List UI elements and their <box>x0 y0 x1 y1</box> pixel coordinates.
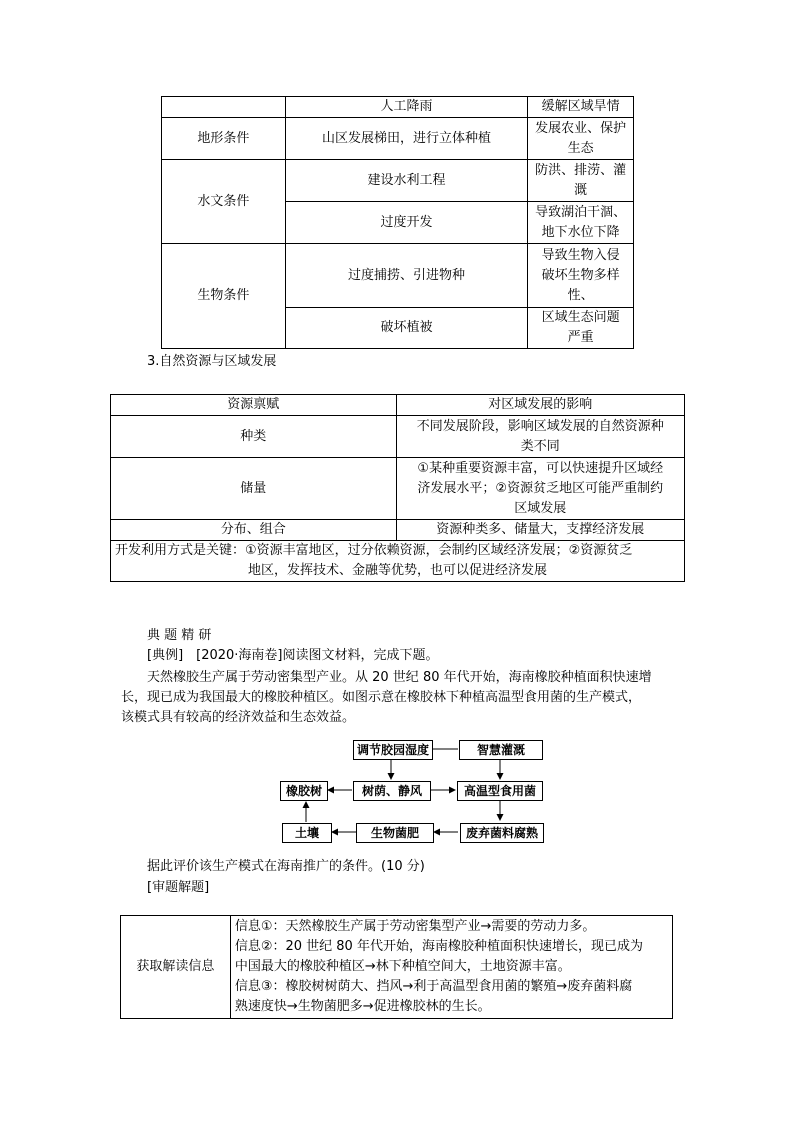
table-cell <box>528 244 634 308</box>
example-paragraph-line: 该模式具有较高的经济效益和生态效益。 <box>121 710 356 725</box>
category-cell: 地形条件 <box>162 118 286 160</box>
cell-line: 区域生态问题 <box>541 310 620 325</box>
table-footer-cell <box>111 541 685 582</box>
analysis-table <box>120 915 673 1019</box>
table-cell: 分布、组合 <box>111 520 397 541</box>
cell-line: 防洪、排涝、灌 <box>535 162 627 178</box>
cell-line: 严重 <box>567 330 594 345</box>
table-cell: 建设水利工程 <box>285 160 527 202</box>
diagram-node-irrigation: 智慧灌溉 <box>459 740 543 760</box>
table-header-cell: 人工降雨 <box>285 97 527 118</box>
table-cell <box>396 416 685 458</box>
comparison-table <box>161 96 634 349</box>
table-cell: 种类 <box>111 416 397 458</box>
section-title: 3.自然资源与区域发展 <box>147 354 277 369</box>
table-row <box>111 416 685 458</box>
table-row <box>111 395 685 416</box>
info-line: 信息①：天然橡胶生产属于劳动密集型产业→需要的劳动力多。 <box>234 919 596 934</box>
table-row <box>121 916 673 1019</box>
diagram-node-rubber-tree: 橡胶树 <box>280 781 328 801</box>
table-cell: 破坏植被 <box>285 308 527 349</box>
cell-line: 地区，发挥技术、金融等优势，也可以促进经济发展 <box>247 563 547 578</box>
table-row <box>111 520 685 541</box>
table-row <box>162 244 634 308</box>
cell-line: 类不同 <box>520 438 560 454</box>
cell-line: 济发展水平；②资源贫乏地区可能严重制约 <box>417 480 664 496</box>
table-cell <box>528 308 634 349</box>
info-line: 信息③：橡胶树树荫大、挡风→利于高温型食用菌的繁殖→废弃菌料腐 <box>234 979 633 994</box>
table-cell: 储量 <box>111 458 397 520</box>
info-line: 信息②：20 世纪 80 年代开始，海南橡胶种植面积快速增长，现已成为 <box>234 939 643 954</box>
table-label-cell: 获取解读信息 <box>121 916 231 1019</box>
table-cell <box>162 97 286 118</box>
cell-line: 溉 <box>574 182 588 198</box>
diagram-node-waste: 废弃菌料腐熟 <box>460 823 544 843</box>
example-paragraph-line: 天然橡胶生产属于劳动密集型产业。从 20 世纪 80 年代开始，海南橡胶种植面积快速增 <box>147 670 652 685</box>
info-line: 熟速度快→生物菌肥多→促进橡胶林的生长。 <box>234 999 491 1014</box>
table-cell: 过度捕捞、引进物种 <box>285 244 527 308</box>
diagram-node-shade: 树荫、静风 <box>353 781 431 801</box>
table-cell: 资源种类多、储量大，支撑经济发展 <box>396 520 685 541</box>
analysis-label: [审题解题] <box>147 880 210 895</box>
table-row <box>111 458 685 520</box>
cell-line: 发展农业、保护 <box>535 120 627 136</box>
diagram-node-fertilizer: 生物菌肥 <box>356 823 434 843</box>
resource-table <box>110 394 685 582</box>
production-model-diagram <box>270 738 560 844</box>
cell-line: 导致生物入侵 <box>541 247 620 263</box>
cell-line: 不同发展阶段，影响区域发展的自然资源种 <box>416 418 664 434</box>
cell-line: 开发利用方式是关键：①资源丰富地区，过分依赖资源，会制约区域经济发展；②资源贫乏 <box>115 543 633 558</box>
category-cell: 生物条件 <box>162 244 286 349</box>
table-row <box>162 160 634 202</box>
cell-line: 导致湖泊干涸、 <box>535 204 627 220</box>
table-cell <box>528 202 634 244</box>
table-cell: 山区发展梯田，进行立体种植 <box>285 118 527 160</box>
table-row <box>111 541 685 582</box>
example-source: [典例] [2020·海南卷]阅读图文材料，完成下题。 <box>147 648 439 663</box>
table-header-cell: 缓解区域旱情 <box>528 97 634 118</box>
table-cell <box>528 118 634 160</box>
cell-line: 区域发展 <box>514 500 567 516</box>
diagram-node-fungi: 高温型食用菌 <box>457 781 543 801</box>
table-cell <box>528 160 634 202</box>
cell-line: ①某种重要资源丰富，可以快速提升区域经 <box>417 460 664 476</box>
cell-line: 破坏生物多样 <box>541 267 620 283</box>
table-cell <box>396 458 685 520</box>
table-row <box>162 97 634 118</box>
table-cell <box>230 916 672 1019</box>
table-header-cell: 资源禀赋 <box>111 395 397 416</box>
table-row <box>162 118 634 160</box>
info-line: 中国最大的橡胶种植区→林下种植空间大，土地资源丰富。 <box>234 959 571 974</box>
example-paragraph-line: 长，现已成为我国最大的橡胶种植区。如图示意在橡胶林下种植高温型食用菌的生产模式， <box>121 690 642 705</box>
category-cell: 水文条件 <box>162 160 286 244</box>
cell-line: 性、 <box>567 287 594 303</box>
diagram-node-humidity: 调节胶园湿度 <box>353 740 433 760</box>
cell-line: 地下水位下降 <box>541 224 620 240</box>
table-cell: 过度开发 <box>285 202 527 244</box>
cell-line: 生态 <box>567 140 594 156</box>
question-text: 据此评价该生产模式在海南推广的条件。(10 分) <box>147 859 425 874</box>
diagram-node-soil: 土壤 <box>282 823 332 843</box>
table-header-cell: 对区域发展的影响 <box>396 395 685 416</box>
example-heading: 典 题 精 研 <box>147 628 212 643</box>
